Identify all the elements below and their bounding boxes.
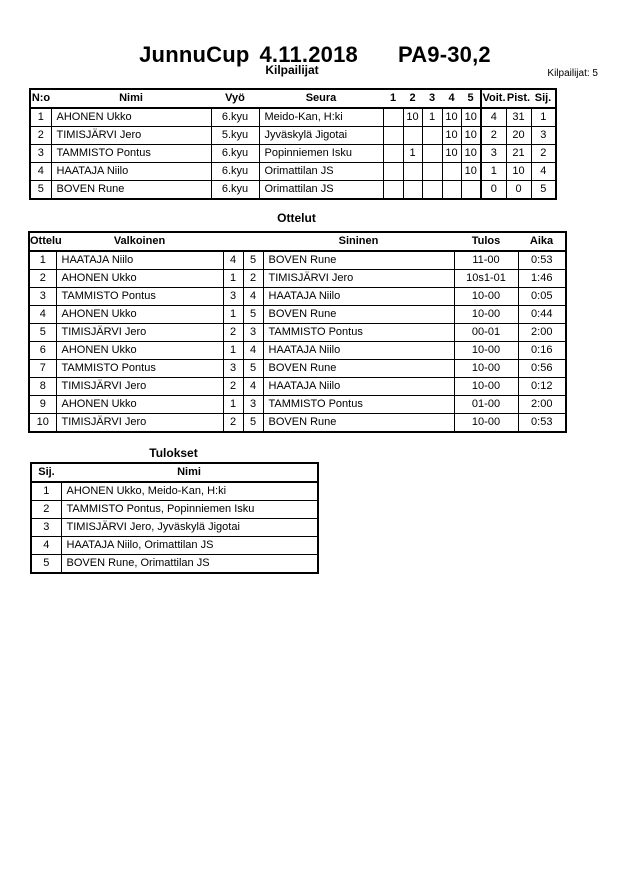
cell-blue-no: 3 <box>243 396 263 414</box>
cell-white-name: TIMISJÄRVI Jero <box>56 324 223 342</box>
cell-white-name: AHONEN Ukko <box>56 306 223 324</box>
cell-match-no: 10 <box>29 414 56 433</box>
cell-voit: 4 <box>481 108 506 127</box>
match-row <box>29 324 566 342</box>
match-row <box>29 306 566 324</box>
cell-r3 <box>422 127 442 145</box>
cell-aika: 2:00 <box>518 324 566 342</box>
col-header-sij: Sij. <box>38 466 55 478</box>
cell-white-name: AHONEN Ukko <box>56 270 223 288</box>
col-header-ottelu: Ottelu <box>30 235 62 247</box>
cell-voit: 2 <box>481 127 506 145</box>
cell-match-no: 8 <box>29 378 56 396</box>
cell-sij: 1 <box>31 482 61 501</box>
col-header-r2: 2 <box>409 92 416 104</box>
cell-white-name: AHONEN Ukko <box>56 396 223 414</box>
cell-sij: 5 <box>531 181 556 200</box>
ottelut-header-row <box>29 232 566 251</box>
cell-r3 <box>422 145 442 163</box>
cell-no: 5 <box>30 181 51 200</box>
cell-nimi: BOVEN Rune <box>51 181 211 200</box>
match-row <box>29 270 566 288</box>
cell-aika: 0:44 <box>518 306 566 324</box>
cell-match-no: 5 <box>29 324 56 342</box>
cell-blue-no: 5 <box>243 414 263 433</box>
cell-tulos: 10-00 <box>454 378 518 396</box>
cell-pist: 31 <box>506 108 531 127</box>
cell-voit: 0 <box>481 181 506 200</box>
cell-blue-name: BOVEN Rune <box>263 414 454 433</box>
cell-nimi: TIMISJÄRVI Jero <box>51 127 211 145</box>
cell-seura: Popinniemen Isku <box>259 145 383 163</box>
cell-no: 3 <box>30 145 51 163</box>
section-title-tulokset: Tulokset <box>149 446 198 460</box>
cell-white-name: TAMMISTO Pontus <box>56 288 223 306</box>
kilpailijat-table <box>29 88 557 200</box>
cell-vyo: 6.kyu <box>211 108 259 127</box>
cell-r1 <box>383 145 403 163</box>
cell-white-no: 4 <box>223 251 243 270</box>
cell-aika: 0:16 <box>518 342 566 360</box>
cell-sij: 3 <box>531 127 556 145</box>
cell-white-no: 3 <box>223 288 243 306</box>
cell-r3 <box>422 163 442 181</box>
cell-white-no: 1 <box>223 306 243 324</box>
col-header-seura: Seura <box>305 92 337 104</box>
cell-tulos: 10-00 <box>454 360 518 378</box>
cell-match-no: 3 <box>29 288 56 306</box>
cell-r1 <box>383 181 403 200</box>
cell-match-no: 1 <box>29 251 56 270</box>
cell-r1 <box>383 127 403 145</box>
cell-white-no: 2 <box>223 324 243 342</box>
section-title-ottelut: Ottelut <box>277 211 316 225</box>
cell-match-no: 2 <box>29 270 56 288</box>
cell-seura: Orimattilan JS <box>259 163 383 181</box>
cell-blue-no: 2 <box>243 270 263 288</box>
match-row <box>29 360 566 378</box>
cell-sij: 3 <box>31 519 61 537</box>
match-row <box>29 396 566 414</box>
cell-pist: 21 <box>506 145 531 163</box>
cell-r4: 10 <box>442 108 461 127</box>
cell-white-no: 1 <box>223 270 243 288</box>
cell-pist: 20 <box>506 127 531 145</box>
section-title-kilpailijat: Kilpailijat <box>265 63 319 77</box>
cell-nimi: TAMMISTO Pontus <box>51 145 211 163</box>
kilpailijat-header-row <box>30 89 556 108</box>
cell-blue-name: TAMMISTO Pontus <box>263 396 454 414</box>
cell-vyo: 6.kyu <box>211 163 259 181</box>
cell-tulos: 10s1-01 <box>454 270 518 288</box>
cell-r2 <box>403 181 422 200</box>
cell-no: 4 <box>30 163 51 181</box>
cell-r2: 10 <box>403 108 422 127</box>
cell-pist: 10 <box>506 163 531 181</box>
cell-blue-no: 5 <box>243 306 263 324</box>
cell-tulos: 01-00 <box>454 396 518 414</box>
col-header-nimi: Nimi <box>177 466 201 478</box>
match-row <box>29 288 566 306</box>
result-row <box>31 537 318 555</box>
title-category: PA9-30,2 <box>397 42 491 67</box>
cell-tulos: 11-00 <box>454 251 518 270</box>
cell-white-no: 1 <box>223 396 243 414</box>
result-row <box>31 519 318 537</box>
cell-pist: 0 <box>506 181 531 200</box>
cell-sij: 2 <box>531 145 556 163</box>
result-row <box>31 555 318 574</box>
col-header-valkoinen: Valkoinen <box>113 235 166 247</box>
cell-blue-name: TIMISJÄRVI Jero <box>263 270 454 288</box>
cell-nimi: BOVEN Rune, Orimattilan JS <box>61 555 318 574</box>
cell-match-no: 9 <box>29 396 56 414</box>
cell-r5 <box>461 181 481 200</box>
cell-blue-no: 5 <box>243 360 263 378</box>
cell-r4: 10 <box>442 127 461 145</box>
cell-r2: 1 <box>403 145 422 163</box>
cell-seura: Meido-Kan, H:ki <box>259 108 383 127</box>
result-row <box>31 501 318 519</box>
cell-r3: 1 <box>422 108 442 127</box>
cell-aika: 0:53 <box>518 414 566 433</box>
col-header-blue-no <box>243 232 263 251</box>
cell-vyo: 5.kyu <box>211 127 259 145</box>
col-header-voit: Voit. <box>481 89 506 108</box>
cell-blue-no: 5 <box>243 251 263 270</box>
cell-white-name: TIMISJÄRVI Jero <box>56 378 223 396</box>
cell-r5: 10 <box>461 163 481 181</box>
cell-nimi: HAATAJA Niilo, Orimattilan JS <box>61 537 318 555</box>
cell-r5: 10 <box>461 127 481 145</box>
col-header-aika: Aika <box>529 235 554 247</box>
match-row <box>29 414 566 433</box>
cell-r5: 10 <box>461 108 481 127</box>
match-row <box>29 342 566 360</box>
cell-white-no: 2 <box>223 414 243 433</box>
cell-vyo: 6.kyu <box>211 181 259 200</box>
competitor-row <box>30 163 556 181</box>
cell-nimi: TAMMISTO Pontus, Popinniemen Isku <box>61 501 318 519</box>
col-header-white-no <box>223 232 243 251</box>
cell-blue-name: BOVEN Rune <box>263 306 454 324</box>
cell-nimi: TIMISJÄRVI Jero, Jyväskylä Jigotai <box>61 519 318 537</box>
cell-aika: 0:53 <box>518 251 566 270</box>
cell-aika: 0:56 <box>518 360 566 378</box>
col-header-sij: Sij. <box>534 92 552 104</box>
cell-no: 1 <box>30 108 51 127</box>
cell-blue-no: 4 <box>243 342 263 360</box>
cell-match-no: 7 <box>29 360 56 378</box>
cell-blue-no: 3 <box>243 324 263 342</box>
tulokset-header-row <box>31 463 318 482</box>
cell-voit: 1 <box>481 163 506 181</box>
cell-blue-name: HAATAJA Niilo <box>263 342 454 360</box>
cell-r4: 10 <box>442 145 461 163</box>
cell-vyo: 6.kyu <box>211 145 259 163</box>
competitor-row <box>30 127 556 145</box>
cell-white-name: TAMMISTO Pontus <box>56 360 223 378</box>
cell-match-no: 6 <box>29 342 56 360</box>
match-row <box>29 378 566 396</box>
title-event: JunnuCup <box>139 42 250 67</box>
cell-tulos: 10-00 <box>454 342 518 360</box>
cell-blue-name: BOVEN Rune <box>263 251 454 270</box>
cell-nimi: AHONEN Ukko <box>51 108 211 127</box>
cell-sij: 4 <box>531 163 556 181</box>
cell-blue-no: 4 <box>243 378 263 396</box>
col-header-tulos: Tulos <box>471 235 501 247</box>
cell-white-no: 1 <box>223 342 243 360</box>
cell-r5: 10 <box>461 145 481 163</box>
competitor-row <box>30 108 556 127</box>
col-header-pist: Pist. <box>506 92 531 104</box>
cell-nimi: HAATAJA Niilo <box>51 163 211 181</box>
ottelut-table <box>28 231 567 433</box>
cell-r2 <box>403 163 422 181</box>
cell-r3 <box>422 181 442 200</box>
col-header-no: N:o <box>31 92 51 104</box>
cell-nimi: AHONEN Ukko, Meido-Kan, H:ki <box>61 482 318 501</box>
cell-tulos: 10-00 <box>454 414 518 433</box>
cell-blue-name: HAATAJA Niilo <box>263 378 454 396</box>
cell-white-no: 3 <box>223 360 243 378</box>
cell-seura: Jyväskylä Jigotai <box>259 127 383 145</box>
cell-tulos: 00-01 <box>454 324 518 342</box>
cell-blue-name: TAMMISTO Pontus <box>263 324 454 342</box>
cell-aika: 0:12 <box>518 378 566 396</box>
competitor-row <box>30 181 556 200</box>
cell-r2 <box>403 127 422 145</box>
col-header-nimi: Nimi <box>119 92 143 104</box>
cell-sij: 5 <box>31 555 61 574</box>
cell-sij: 1 <box>531 108 556 127</box>
cell-voit: 3 <box>481 145 506 163</box>
col-header-r5: 5 <box>467 92 474 104</box>
match-row <box>29 251 566 270</box>
cell-blue-no: 4 <box>243 288 263 306</box>
title-date: 4.11.2018 <box>259 42 358 67</box>
col-header-vyo: Vyö <box>225 92 245 104</box>
cell-seura: Orimattilan JS <box>259 181 383 200</box>
cell-match-no: 4 <box>29 306 56 324</box>
cell-white-name: TIMISJÄRVI Jero <box>56 414 223 433</box>
competitor-row <box>30 145 556 163</box>
cell-white-name: AHONEN Ukko <box>56 342 223 360</box>
col-header-sininen: Sininen <box>338 235 379 247</box>
cell-r4 <box>442 181 461 200</box>
cell-tulos: 10-00 <box>454 306 518 324</box>
cell-tulos: 10-00 <box>454 288 518 306</box>
col-header-r4: 4 <box>448 92 455 104</box>
cell-blue-name: HAATAJA Niilo <box>263 288 454 306</box>
competitor-count: Kilpailijat: 5 <box>547 68 598 79</box>
cell-white-name: HAATAJA Niilo <box>56 251 223 270</box>
cell-r1 <box>383 108 403 127</box>
cell-aika: 0:05 <box>518 288 566 306</box>
cell-white-no: 2 <box>223 378 243 396</box>
col-header-r3: 3 <box>428 92 436 104</box>
cell-blue-name: BOVEN Rune <box>263 360 454 378</box>
cell-r4 <box>442 163 461 181</box>
cell-no: 2 <box>30 127 51 145</box>
cell-r1 <box>383 163 403 181</box>
cell-aika: 1:46 <box>518 270 566 288</box>
cell-sij: 2 <box>31 501 61 519</box>
result-row <box>31 482 318 501</box>
cell-sij: 4 <box>31 537 61 555</box>
cell-aika: 2:00 <box>518 396 566 414</box>
tulokset-table <box>30 462 319 574</box>
col-header-r1: 1 <box>389 92 397 104</box>
